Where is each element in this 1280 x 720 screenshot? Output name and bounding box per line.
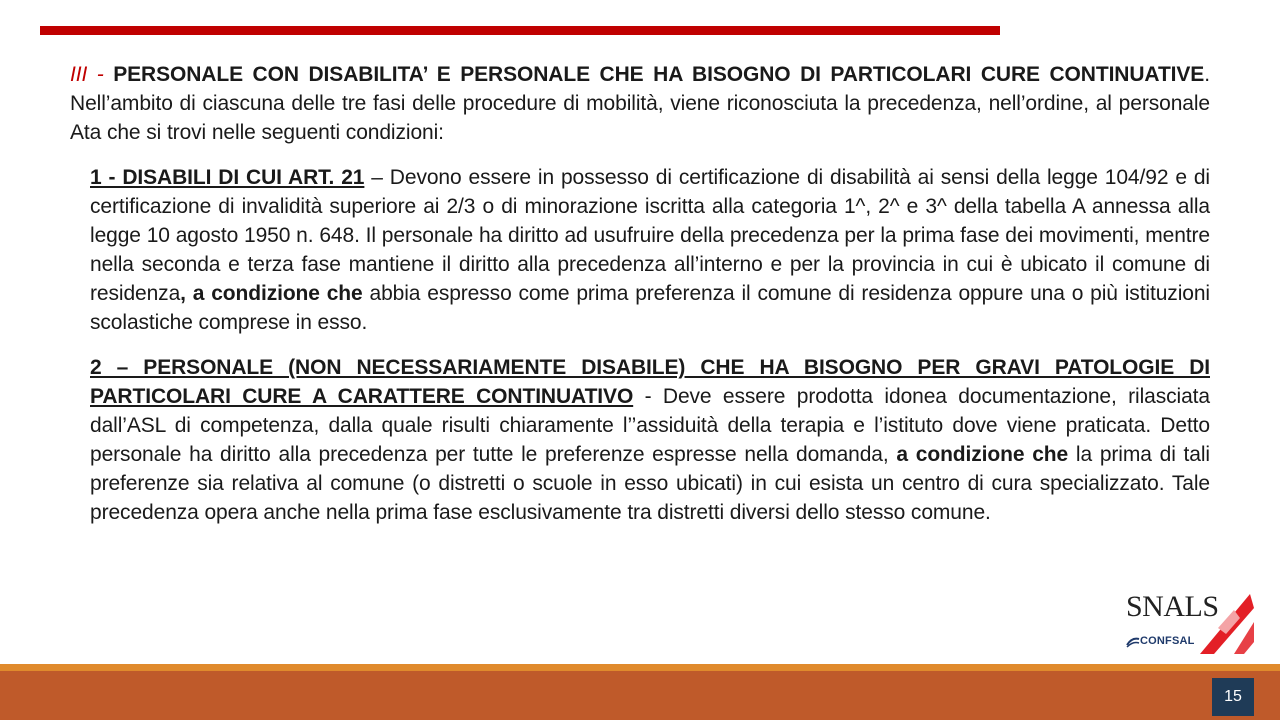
footer-orange-strip	[0, 664, 1280, 671]
item-2-paragraph	[90, 353, 1210, 527]
intro-paragraph	[70, 60, 1210, 147]
item-1-text-a: – Devono essere in possesso di certificazione di disabilità ai sensi della legge 104/92 e di certificazione di invalidità superiore ai 2/3 o di minorazione iscritta alla categoria 1^, 2^ e 3^ della tabella A annessa alla legge 10 agosto 1950 n. 648. Il personale ha diritto ad usufruire della precedenza per la prima fase dei movimenti, mentre nella seconda e terza fase mantiene il diritto alla precedenza all’interno e per la provincia in cui è ubicato il comune di residenza	[90, 166, 1210, 305]
intro-body: . Nell’ambito di ciascuna delle tre fasi delle procedure di mobilità, viene riconosciuta la precedenza, nell’ordine, al personale Ata che si trovi nelle seguenti condizioni:	[70, 63, 1210, 144]
snals-confsal-logo	[1122, 588, 1254, 658]
logo-arrow-icon	[1122, 588, 1254, 658]
item-1-paragraph	[90, 163, 1210, 337]
item-2-heading: 2 – PERSONALE (NON NECESSARIAMENTE DISABILE) CHE HA BISOGNO PER GRAVI PATOLOGIE DI PARTICOLARI CURE A CARATTERE CONTINUATIVO	[90, 356, 1210, 408]
page-number: 15	[1212, 678, 1254, 716]
section-title: PERSONALE CON DISABILITA’ E PERSONALE CHE HA BISOGNO DI PARTICOLARI CURE CONTINUATIVE	[113, 63, 1205, 86]
item-1-heading: 1 - DISABILI DI CUI ART. 21	[90, 166, 365, 189]
item-2-emphasis: a condizione che	[896, 443, 1069, 466]
section-numeral: III -	[70, 63, 104, 86]
slide-content	[70, 60, 1210, 527]
item-2-text-b: la prima di tali preferenze sia relativa al comune (o distretti o scuole in esso ubicati) in cui esista un centro di cura specializzato. Tale precedenza opera anche nella prima fase esclusivamente tra distretti diversi dello stesso comune.	[90, 443, 1210, 524]
top-accent-bar	[40, 26, 1000, 35]
confsal-mark-icon	[1126, 636, 1140, 648]
footer-band	[0, 671, 1280, 720]
item-2-text-a: - Deve essere prodotta idonea documentazione, rilasciata dall’ASL di competenza, dalla quale risulti chiaramente l’’assiduità della terapia e l’istituto dove viene praticata. Detto personale ha diritto alla precedenza per tutte le preferenze espresse nella domanda,	[90, 385, 1210, 466]
logo-confsal-text: CONFSAL	[1140, 635, 1195, 647]
item-1-text-b: abbia espresso come prima preferenza il comune di residenza oppure una o più istituzioni scolastiche comprese in esso.	[90, 282, 1210, 334]
logo-snals-text: SNALS	[1126, 590, 1219, 623]
item-1-emphasis: , a condizione che	[180, 282, 363, 305]
